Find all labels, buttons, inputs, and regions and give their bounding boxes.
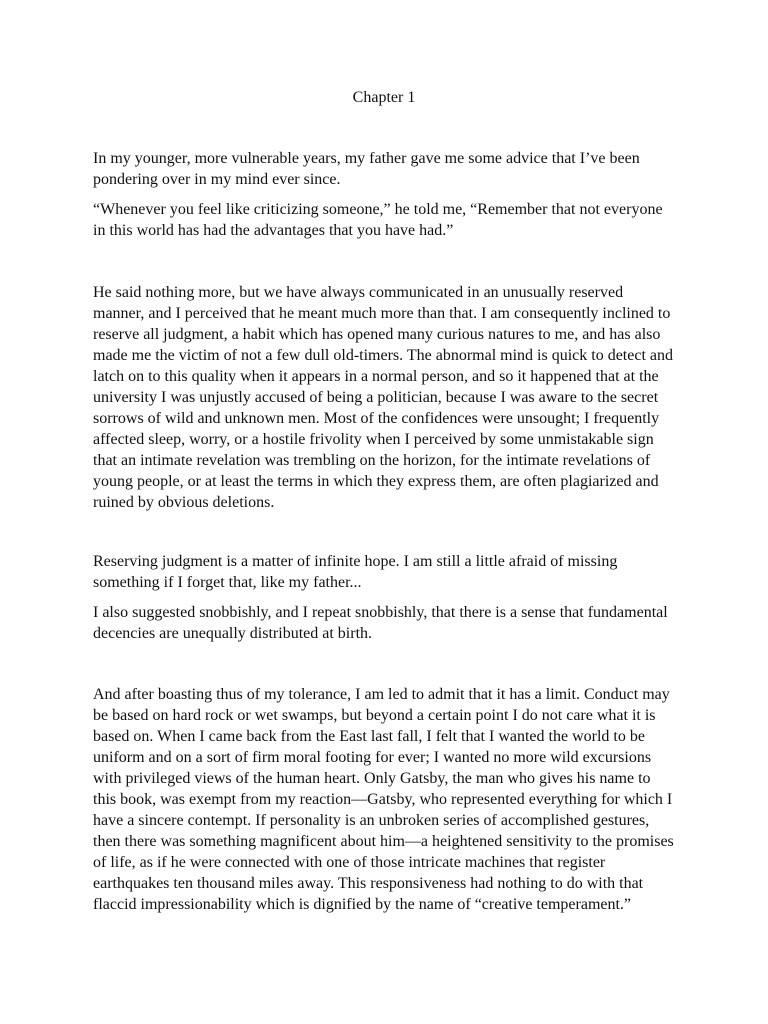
chapter-title: Chapter 1 [352,89,416,106]
paragraph-father-advice: In my younger, more vulnerable years, my father gave me some advice that I’ve been pondering over in my mind ever since. [93,150,640,188]
paragraph-father-quote: “Whenever you feel like criticizing someone,” he told me, “Remember that not everyone in this world has had the advantages that you have had.” [93,201,663,239]
paragraph-snobbishly: I also suggested snobbishly, and I repeat snobbishly, that there is a sense that fundamental decencies are unequally distributed at birth. [93,604,668,642]
paragraph-infinite-hope: Reserving judgment is a matter of infinite hope. I am still a little afraid of missing something if I forget that, like my father... [93,553,618,591]
paragraph-reserve-judgment: He said nothing more, but we have always communicated in an unusually reserved manner, and I perceived that he meant much more than that. I am consequently inclined to reserve all judgment, a habit which has opened many curious natures to me, and has also made me the victim of not a few dull old-timers. The abnormal mind is quick to detect and latch on to this quality when it appears in a normal person, and so it happened that at the university I was unjustly accused of being a politician, because I was aware to the secret sorrows of wild and unknown men. Most of the confidences were unsought; I frequently affected sleep, worry, or a hostile frivolity when I perceived by some unmistakable sign that an intimate revelation was trembling on the horizon, for the intimate revelations of young people, or at least the terms in which they express them, are often plagiarized and ruined by obvious deletions. [93,284,673,511]
paragraph-tolerance-limit: And after boasting thus of my tolerance, I am led to admit that it has a limit. Conduct may be based on hard rock or wet swamps, but beyond a certain point I do not care what it is based on. When I came back from the East last fall, I felt that I wanted the world to be uniform and on a sort of firm moral footing for ever; I wanted no more wild excursions with privileged views of the human heart. Only Gatsby, the man who gives his name to this book, was exempt from my reaction—Gatsby, who represented everything for which I have a sincere contempt. If personality is an unbroken series of accomplished gestures, then there was something magnificent about him—a heightened sensitivity to the promises of life, as if he were connected with one of those intricate machines that register earthquakes ten thousand miles away. This responsiveness had nothing to do with that flaccid impressionability which is dignified by the name of “creative temperament.” [93,686,674,913]
